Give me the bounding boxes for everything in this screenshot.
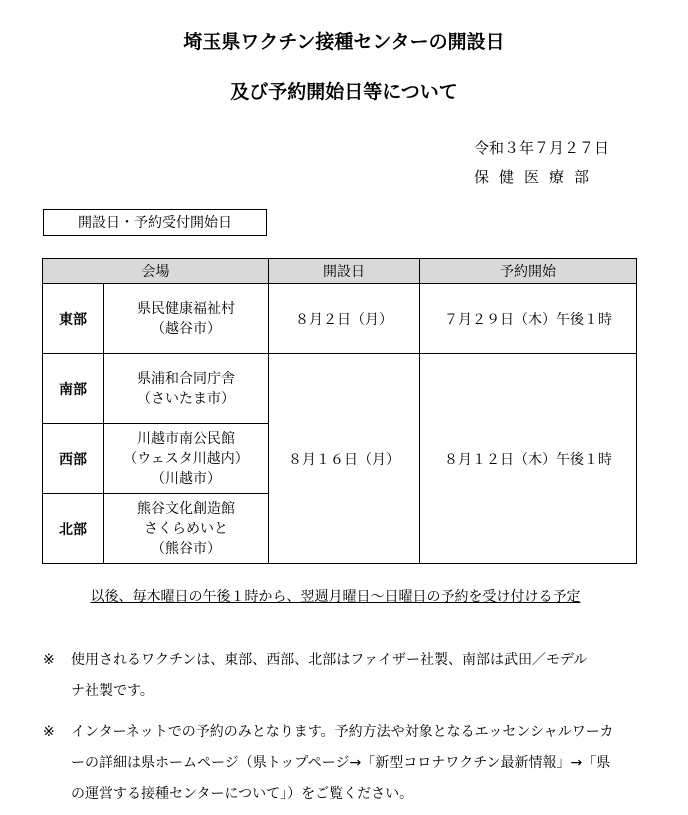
note-mark: ※ <box>43 724 55 740</box>
open-date-cell: ８月１６日（月） <box>269 354 420 564</box>
note-vaccine <box>43 645 643 707</box>
venue-line: （ウェスタ川越内） <box>123 450 249 467</box>
table-row <box>43 354 637 424</box>
title-line-2: 及び予約開始日等について <box>230 81 458 103</box>
title-line-1: 埼玉県ワクチン接種センターの開設日 <box>183 31 505 53</box>
table-header-row <box>43 259 637 284</box>
schedule-table <box>42 258 637 564</box>
region-cell: 北部 <box>43 494 104 564</box>
region-cell: 西部 <box>43 424 104 494</box>
reservation-cell: ８月１２日（木）午後１時 <box>420 354 637 564</box>
note-line: 使用されるワクチンは、東部、西部、北部はファイザー社製、南部は武田／モデル <box>71 652 588 668</box>
header-venue: 会場 <box>43 259 269 284</box>
venue-line: 県民健康福祉村 <box>137 300 235 317</box>
venue-line: さくらめいと <box>144 520 228 537</box>
table-row <box>43 284 637 354</box>
weekly-notice: 以後、毎木曜日の午後１時から、翌週月曜日～日曜日の予約を受け付ける予定 <box>90 589 581 605</box>
open-date-cell: ８月２日（月） <box>269 284 420 354</box>
issue-date: 令和３年７月２７日 <box>474 139 610 157</box>
venue-line: 川越市南公民館 <box>137 430 235 447</box>
note-line: の運営する接種センターについて」）をご覧ください。 <box>71 786 414 802</box>
reservation-cell: ７月２９日（木）午後１時 <box>420 284 637 354</box>
venue-line: （熊谷市） <box>151 540 221 557</box>
venue-line: 県浦和合同庁舎 <box>137 370 235 387</box>
venue-cell <box>104 284 269 354</box>
venue-line: （越谷市） <box>151 320 221 337</box>
venue-line: （さいたま市） <box>137 390 235 407</box>
header-open-date: 開設日 <box>269 259 420 284</box>
note-line: ナ社製です。 <box>71 683 154 699</box>
note-line: インターネットでの予約のみとなります。予約方法や対象となるエッセンシャルワーカ <box>71 724 614 740</box>
note-mark: ※ <box>43 652 55 668</box>
department-name: 保健医療部 <box>474 168 600 186</box>
region-cell: 東部 <box>43 284 104 354</box>
venue-cell <box>104 494 269 564</box>
venue-cell <box>104 354 269 424</box>
note-reservation <box>43 717 643 810</box>
venue-line: （川越市） <box>151 470 221 487</box>
note-line: ーの詳細は県ホームページ（県トップページ→「新型コロナワクチン最新情報」→「県 <box>71 755 611 771</box>
section-label: 開設日・予約受付開始日 <box>43 209 267 236</box>
venue-cell <box>104 424 269 494</box>
header-reservation: 予約開始 <box>420 259 637 284</box>
region-cell: 南部 <box>43 354 104 424</box>
venue-line: 熊谷文化創造館 <box>137 500 235 517</box>
